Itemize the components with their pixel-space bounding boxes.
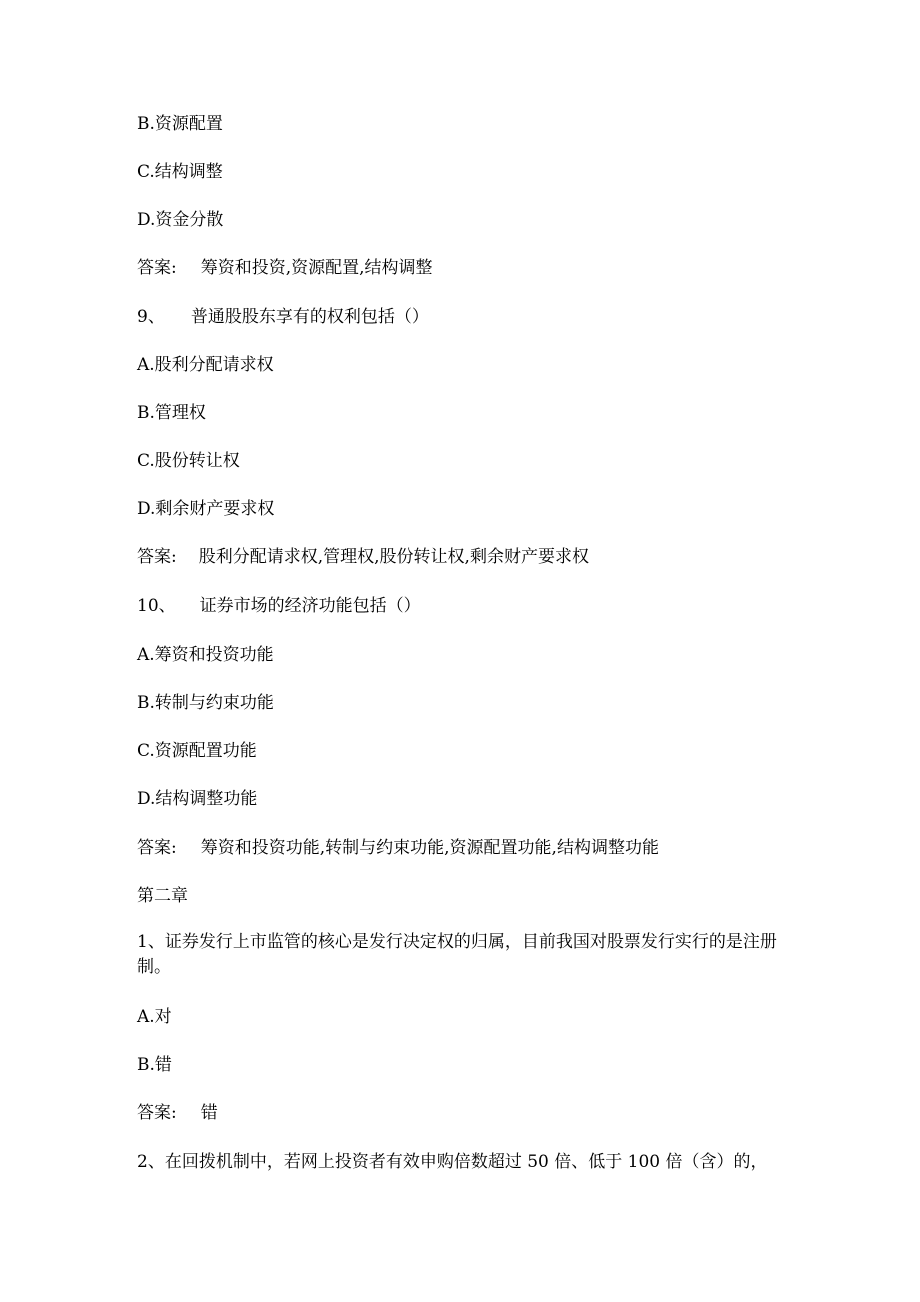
question-number: 10、 — [137, 596, 176, 616]
ch2-q1-answer-row — [137, 1101, 218, 1125]
q9-option-c: C.股份转让权 — [137, 451, 240, 471]
q10-question — [137, 594, 421, 618]
q10-option-c: C.资源配置功能 — [137, 741, 257, 761]
answer-label: 答案: — [137, 547, 177, 567]
q8-answer-row — [137, 256, 433, 280]
q9-option-b: B.管理权 — [137, 403, 206, 423]
ch2-q2-question: 2、在回拨机制中，若网上投资者有效申购倍数超过 50 倍、低于 100 倍（含）的， — [137, 1152, 768, 1172]
q10-answer-row — [137, 836, 659, 860]
q10-option-d: D.结构调整功能 — [137, 789, 258, 809]
ch2-q1-question: 1、证券发行上市监管的核心是发行决定权的归属，目前我国对股票发行实行的是注册制。 — [137, 932, 777, 977]
q10-option-a: A.筹资和投资功能 — [137, 645, 274, 665]
answer-label: 答案: — [137, 258, 177, 278]
q9-option-d: D.剩余财产要求权 — [137, 499, 275, 519]
question-text: 普通股股东享有的权利包括（） — [190, 307, 429, 327]
ch2-q1-option-b: B.错 — [137, 1055, 172, 1075]
q8-option-c: C.结构调整 — [137, 162, 223, 182]
answer-label: 答案: — [137, 1103, 177, 1123]
q8-answer-text: 筹资和投资,资源配置,结构调整 — [200, 258, 433, 278]
q9-answer-text: 股利分配请求权,管理权,股份转让权,剩余财产要求权 — [198, 547, 589, 567]
q8-option-d: D.资金分散 — [137, 210, 224, 230]
ch2-q1-option-a: A.对 — [137, 1007, 172, 1027]
q10-answer-text: 筹资和投资功能,转制与约束功能,资源配置功能,结构调整功能 — [200, 838, 659, 858]
question-number: 9、 — [137, 307, 165, 327]
ch2-q1-answer-text: 错 — [200, 1103, 218, 1123]
chapter-title: 第二章 — [137, 886, 188, 906]
question-text: 证券市场的经济功能包括（） — [199, 596, 421, 616]
answer-label: 答案: — [137, 838, 177, 858]
q8-option-b: B.资源配置 — [137, 114, 223, 134]
q9-option-a: A.股利分配请求权 — [137, 355, 274, 375]
q10-option-b: B.转制与约束功能 — [137, 693, 274, 713]
q9-answer-row — [137, 545, 589, 569]
q9-question — [137, 305, 429, 329]
